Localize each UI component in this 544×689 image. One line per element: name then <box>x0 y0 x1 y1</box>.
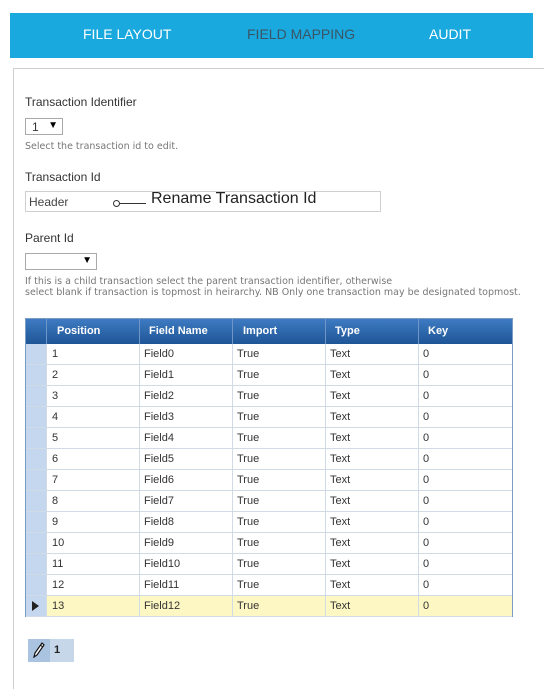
column-separator <box>325 344 326 616</box>
transaction-identifier-value: 1 <box>32 120 39 134</box>
tab-audit[interactable]: AUDIT <box>429 26 471 42</box>
column-separator <box>46 344 47 616</box>
cell-field-name[interactable]: Field11 <box>144 579 180 591</box>
annotation-connector <box>116 203 146 204</box>
cell-field-name[interactable]: Field0 <box>144 348 174 360</box>
current-row-pointer-icon <box>32 601 39 611</box>
row-selector[interactable] <box>26 449 47 469</box>
cell-import[interactable]: True <box>237 537 260 549</box>
row-selector[interactable] <box>26 596 47 616</box>
cell-field-name[interactable]: Field3 <box>144 411 174 423</box>
cell-key[interactable]: 0 <box>423 474 430 486</box>
transaction-identifier-label: Transaction Identifier <box>25 95 137 109</box>
cell-field-name[interactable]: Field8 <box>144 516 174 528</box>
cell-position[interactable]: 6 <box>52 453 59 465</box>
cell-position[interactable]: 4 <box>52 411 59 423</box>
cell-type[interactable]: Text <box>330 369 351 381</box>
cell-key[interactable]: 0 <box>423 369 430 381</box>
cell-import[interactable]: True <box>237 348 260 360</box>
table-row[interactable] <box>26 449 512 470</box>
cell-position[interactable]: 2 <box>52 369 59 381</box>
cell-key[interactable]: 0 <box>423 516 430 528</box>
table-row[interactable] <box>26 407 512 428</box>
annotation-text: Rename Transaction Id <box>151 190 317 207</box>
pencil-icon <box>33 642 45 658</box>
cell-field-name[interactable]: Field1 <box>144 369 174 381</box>
cell-type[interactable]: Text <box>330 516 351 528</box>
cell-import[interactable]: True <box>237 516 260 528</box>
table-row[interactable] <box>26 575 512 596</box>
cell-type[interactable]: Text <box>330 411 351 423</box>
table-row[interactable] <box>26 386 512 407</box>
cell-type[interactable]: Text <box>330 348 351 360</box>
dropdown-arrow-icon: ▼ <box>48 120 58 131</box>
cell-import[interactable]: True <box>237 558 260 570</box>
column-header-type[interactable]: Type <box>335 325 360 337</box>
page-number-current[interactable]: 1 <box>54 644 61 656</box>
cell-field-name[interactable]: Field7 <box>144 495 174 507</box>
cell-type[interactable]: Text <box>330 558 351 570</box>
row-selector[interactable] <box>26 407 47 427</box>
annotation-dot <box>113 200 120 207</box>
parent-id-label: Parent Id <box>25 231 74 245</box>
row-selector[interactable] <box>26 575 47 595</box>
transaction-id-value: Header <box>29 195 69 209</box>
cell-import[interactable]: True <box>237 453 260 465</box>
row-selector[interactable] <box>26 365 47 385</box>
edit-button[interactable] <box>28 639 50 662</box>
cell-type[interactable]: Text <box>330 432 351 444</box>
table-row[interactable] <box>26 512 512 533</box>
table-row[interactable] <box>26 428 512 449</box>
tab-file-layout[interactable]: FILE LAYOUT <box>83 26 172 42</box>
cell-type[interactable]: Text <box>330 600 351 612</box>
cell-key[interactable]: 0 <box>423 579 430 591</box>
top-navigation <box>10 13 533 58</box>
column-separator <box>232 344 233 616</box>
row-selector[interactable] <box>26 512 47 532</box>
cell-position[interactable]: 3 <box>52 390 59 402</box>
transaction-id-label: Transaction Id <box>25 170 101 184</box>
cell-import[interactable]: True <box>237 432 260 444</box>
cell-type[interactable]: Text <box>330 474 351 486</box>
row-selector[interactable] <box>26 386 47 406</box>
cell-position[interactable]: 7 <box>52 474 59 486</box>
transaction-identifier-select[interactable] <box>25 118 63 135</box>
cell-position[interactable]: 11 <box>52 558 64 570</box>
parent-id-select[interactable] <box>25 253 97 270</box>
cell-import[interactable]: True <box>237 495 260 507</box>
row-selector[interactable] <box>26 533 47 553</box>
cell-position[interactable]: 8 <box>52 495 59 507</box>
row-selector[interactable] <box>26 491 47 511</box>
table-row[interactable] <box>26 365 512 386</box>
cell-key[interactable]: 0 <box>423 348 430 360</box>
cell-key[interactable]: 0 <box>423 600 430 612</box>
row-selector[interactable] <box>26 554 47 574</box>
cell-position[interactable]: 10 <box>52 537 65 549</box>
cell-import[interactable]: True <box>237 600 260 612</box>
cell-import[interactable]: True <box>237 411 260 423</box>
cell-position[interactable]: 13 <box>52 600 65 612</box>
column-header-position[interactable]: Position <box>57 325 101 337</box>
cell-type[interactable]: Text <box>330 453 351 465</box>
grid-header <box>26 319 512 344</box>
row-selector[interactable] <box>26 470 47 490</box>
cell-key[interactable]: 0 <box>423 411 430 423</box>
parent-id-help-1: If this is a child transaction select the parent transaction identifier, otherwise <box>25 276 393 287</box>
row-selector[interactable] <box>26 428 47 448</box>
dropdown-arrow-icon: ▼ <box>82 255 92 266</box>
table-row[interactable] <box>26 533 512 554</box>
cell-key[interactable]: 0 <box>423 453 430 465</box>
column-header-field-name[interactable]: Field Name <box>149 325 208 337</box>
header-separator <box>139 319 140 344</box>
cell-import[interactable]: True <box>237 579 260 591</box>
cell-type[interactable]: Text <box>330 390 351 402</box>
cell-key[interactable]: 0 <box>423 390 430 402</box>
field-mapping-grid <box>25 318 513 617</box>
table-row[interactable] <box>26 470 512 491</box>
table-row[interactable] <box>26 344 512 365</box>
cell-field-name[interactable]: Field2 <box>144 390 174 402</box>
cell-field-name[interactable]: Field10 <box>144 558 181 570</box>
tab-field-mapping[interactable]: FIELD MAPPING <box>247 26 356 42</box>
cell-position[interactable]: 5 <box>52 432 59 444</box>
cell-field-name[interactable]: Field4 <box>144 432 174 444</box>
cell-import[interactable]: True <box>237 474 260 486</box>
cell-type[interactable]: Text <box>330 537 351 549</box>
transaction-identifier-help: Select the transaction id to edit. <box>25 141 179 152</box>
cell-field-name[interactable]: Field6 <box>144 474 174 486</box>
column-header-import[interactable]: Import <box>243 325 278 337</box>
cell-type[interactable]: Text <box>330 579 351 591</box>
cell-field-name[interactable]: Field9 <box>144 537 174 549</box>
grid-pager <box>28 639 74 662</box>
cell-key[interactable]: 0 <box>423 537 430 549</box>
cell-import[interactable]: True <box>237 369 260 381</box>
cell-import[interactable]: True <box>237 390 260 402</box>
column-header-key[interactable]: Key <box>428 325 449 337</box>
row-selector[interactable] <box>26 344 47 364</box>
cell-position[interactable]: 12 <box>52 579 65 591</box>
column-separator <box>139 344 140 616</box>
cell-field-name[interactable]: Field5 <box>144 453 174 465</box>
header-separator <box>46 319 47 344</box>
column-separator <box>418 344 419 616</box>
header-separator <box>232 319 233 344</box>
header-separator <box>418 319 419 344</box>
parent-id-help-2: select blank if transaction is topmost in heirarchy. NB Only one transaction may be designated topmost. <box>25 287 521 298</box>
header-separator <box>325 319 326 344</box>
table-row[interactable] <box>26 491 512 512</box>
cell-key[interactable]: 0 <box>423 558 430 570</box>
table-row[interactable] <box>26 554 512 575</box>
cell-position[interactable]: 9 <box>52 516 59 528</box>
cell-type[interactable]: Text <box>330 495 351 507</box>
table-row[interactable] <box>26 596 512 617</box>
cell-field-name[interactable]: Field12 <box>144 600 181 612</box>
cell-key[interactable]: 0 <box>423 432 430 444</box>
cell-key[interactable]: 0 <box>423 495 430 507</box>
cell-position[interactable]: 1 <box>52 348 59 360</box>
